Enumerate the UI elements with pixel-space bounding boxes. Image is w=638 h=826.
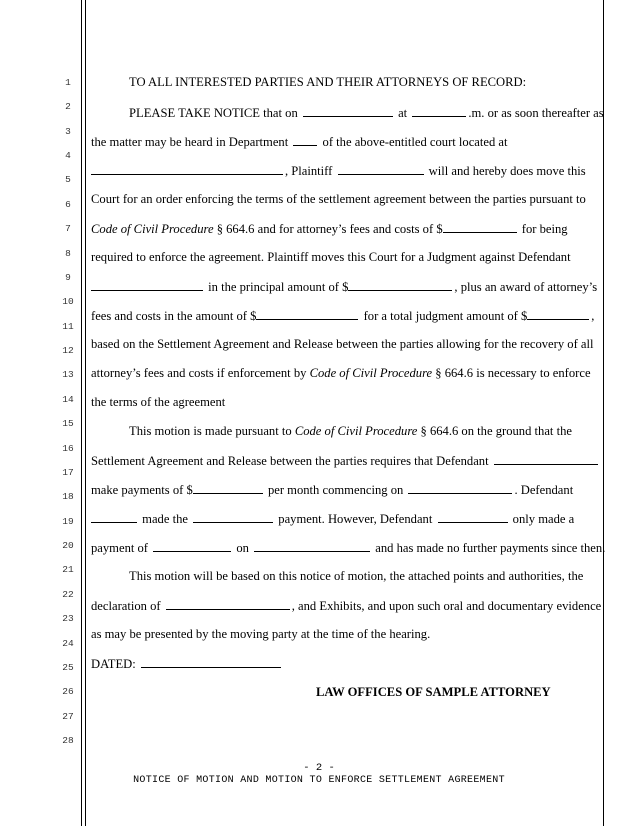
law-firm-name: LAW OFFICES OF SAMPLE ATTORNEY <box>316 685 551 699</box>
department-blank <box>293 133 317 146</box>
text: payment. However, Defendant <box>278 512 433 526</box>
court-location-blank <box>91 162 283 175</box>
line-number: 18 <box>62 491 74 502</box>
text: attorney’s fees and costs if enforcement by <box>91 366 307 380</box>
text: will and hereby does move this <box>428 164 586 178</box>
text-line <box>91 510 606 527</box>
text: .m. or as soon thereafter as <box>468 106 604 120</box>
line-number: 3 <box>65 126 71 137</box>
line-number: 6 <box>65 199 71 210</box>
declarant-blank <box>166 597 290 610</box>
text-line <box>91 452 606 469</box>
payment-amount-blank <box>153 539 231 552</box>
line-number: 11 <box>62 321 74 332</box>
text: PLEASE TAKE NOTICE that on <box>129 106 298 120</box>
text: per month commencing on <box>267 483 404 497</box>
principal-amount-blank <box>348 278 452 291</box>
text-line <box>91 481 606 498</box>
text-line <box>91 539 606 556</box>
payment-blank <box>193 510 273 523</box>
text: of the above-entitled court located at <box>322 135 508 149</box>
text: , Plaintiff <box>285 164 333 178</box>
text-line: required to enforce the agreement. Plaintiff moves this Court for a Judgment against Defendant <box>91 250 571 264</box>
text: for being <box>521 222 568 236</box>
line-number: 26 <box>62 686 74 697</box>
line-number: 24 <box>62 638 74 649</box>
right-margin-rule <box>603 0 604 826</box>
text: made the <box>142 512 188 526</box>
text-line <box>91 133 606 150</box>
dated-line <box>91 655 606 672</box>
line-number: 16 <box>62 443 74 454</box>
line-number: 13 <box>62 369 74 380</box>
line-number: 4 <box>65 150 71 161</box>
text-line <box>91 162 606 179</box>
line-number: 10 <box>62 296 74 307</box>
line-number: 19 <box>62 516 74 527</box>
text: § 664.6 is necessary to enforce <box>435 366 591 380</box>
salutation: TO ALL INTERESTED PARTIES AND THEIR ATTORNEYS OF RECORD: <box>129 75 527 89</box>
text: § 664.6 on the ground that the <box>420 424 572 438</box>
line-number: 27 <box>62 711 74 722</box>
text: This motion is made pursuant to <box>129 424 292 438</box>
hearing-date-blank <box>303 104 393 117</box>
line-number: 28 <box>62 735 74 746</box>
text: Settlement Agreement and Release between the parties requires that Defendant <box>91 454 489 468</box>
costs-amount-blank <box>256 307 358 320</box>
monthly-payment-blank <box>193 481 263 494</box>
defendant-blank <box>438 510 508 523</box>
text-line: Court for an order enforcing the terms of the settlement agreement between the parties pursuant to <box>91 192 586 206</box>
line-number: 14 <box>62 394 74 405</box>
text: make payments of $ <box>91 483 193 497</box>
text: on <box>236 541 249 555</box>
hearing-time-blank <box>412 104 466 117</box>
commencement-date-blank <box>408 481 512 494</box>
text-line: based on the Settlement Agreement and Release between the parties allowing for the recovery of all <box>91 337 594 351</box>
text: and has made no further payments since then. <box>375 541 606 555</box>
line-number: 12 <box>62 345 74 356</box>
line-number: 1 <box>65 77 71 88</box>
line-number: 20 <box>62 540 74 551</box>
text: § 664.6 and for attorney’s fees and costs of $ <box>216 222 443 236</box>
text-line <box>91 278 606 295</box>
line-number: 9 <box>65 272 71 283</box>
text-line: This motion will be based on this notice of motion, the attached points and authorities, the <box>129 569 584 583</box>
line-number: 5 <box>65 174 71 185</box>
line-number: 25 <box>62 662 74 673</box>
line-number: 21 <box>62 564 74 575</box>
text: in the principal amount of $ <box>208 280 349 294</box>
document-footer-title: NOTICE OF MOTION AND MOTION TO ENFORCE SETTLEMENT AGREEMENT <box>133 775 505 786</box>
text-line <box>91 104 638 121</box>
text-line: as may be presented by the moving party at the time of the hearing. <box>91 627 431 641</box>
text-line: the terms of the agreement <box>91 395 226 409</box>
text: , plus an award of attorney’s <box>454 280 598 294</box>
defendant-blank <box>91 510 137 523</box>
statute-reference: Code of Civil Procedure <box>91 222 214 236</box>
left-margin-rule-inner <box>85 0 86 826</box>
text-line <box>91 365 606 381</box>
line-number: 17 <box>62 467 74 478</box>
fees-amount-blank <box>443 220 517 233</box>
defendant-blank <box>91 278 203 291</box>
line-number: 15 <box>62 418 74 429</box>
line-number: 22 <box>62 589 74 600</box>
text-line <box>91 597 606 614</box>
text: for a total judgment amount of $ <box>363 309 528 323</box>
line-number: 7 <box>65 223 71 234</box>
text-line <box>91 220 606 237</box>
line-number: 23 <box>62 613 74 624</box>
statute-reference: Code of Civil Procedure <box>294 424 418 438</box>
text: declaration of <box>91 599 161 613</box>
text: only made a <box>512 512 575 526</box>
text: . Defendant <box>514 483 574 497</box>
text: payment of <box>91 541 149 555</box>
date-signature-blank <box>141 655 281 668</box>
statute-reference: Code of Civil Procedure <box>309 366 433 380</box>
page-number: - 2 - <box>303 762 335 774</box>
plaintiff-blank <box>338 162 424 175</box>
text: , <box>591 309 595 323</box>
text-line <box>91 423 638 439</box>
text: the matter may be heard in Department <box>91 135 289 149</box>
line-number: 2 <box>65 101 71 112</box>
defendant-blank <box>494 452 598 465</box>
line-number: 8 <box>65 248 71 259</box>
text: , and Exhibits, and upon such oral and documentary evidence <box>291 599 602 613</box>
text: fees and costs in the amount of $ <box>91 309 257 323</box>
total-amount-blank <box>527 307 589 320</box>
left-margin-rule-outer <box>81 0 82 826</box>
text-line <box>91 307 606 324</box>
payment-date-blank <box>254 539 370 552</box>
text: at <box>398 106 408 120</box>
dated-label: DATED: <box>91 657 136 671</box>
